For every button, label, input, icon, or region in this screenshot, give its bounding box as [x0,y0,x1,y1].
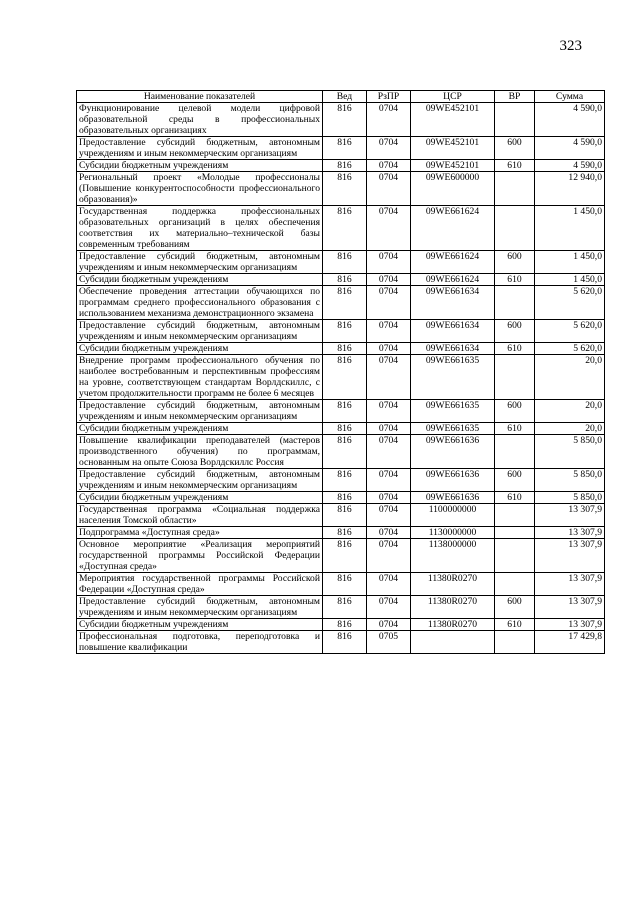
cell-name: Внедрение программ профессионального обучения по наиболее востребованным и перспективным профессиям на уровне, соответствующем стандартам Ворлдскиллс, с учетом продолжительности программ не более 6 месяцев [77,355,323,400]
cell-csr: 09WE661624 [411,206,495,251]
cell-vr [495,172,535,206]
cell-rzpr: 0704 [367,160,411,172]
header-row [77,91,605,103]
table-row [77,596,605,619]
table-row [77,539,605,573]
cell-sum: 17 429,8 [535,631,605,654]
cell-csr [411,631,495,654]
cell-ved: 816 [323,137,367,160]
cell-rzpr: 0704 [367,320,411,343]
cell-csr: 11380R0270 [411,619,495,631]
cell-rzpr: 0704 [367,539,411,573]
cell-ved: 816 [323,469,367,492]
cell-ved: 816 [323,527,367,539]
cell-vr: 610 [495,274,535,286]
cell-vr [495,355,535,400]
table-row [77,103,605,137]
table-row [77,492,605,504]
table-row [77,573,605,596]
cell-ved: 816 [323,492,367,504]
cell-name: Предоставление субсидий бюджетным, автономным учреждениям и иным некоммерческим организациям [77,469,323,492]
cell-name: Субсидии бюджетным учреждениям [77,160,323,172]
cell-vr: 600 [495,469,535,492]
cell-vr [495,631,535,654]
cell-name: Государственная поддержка профессиональных образовательных организаций в целях обеспечения соответствия их материально–технической базы современным требованиям [77,206,323,251]
cell-name: Предоставление субсидий бюджетным, автономным учреждениям и иным некоммерческим организациям [77,251,323,274]
cell-sum: 5 850,0 [535,469,605,492]
cell-ved: 816 [323,631,367,654]
cell-vr: 610 [495,343,535,355]
cell-rzpr: 0704 [367,527,411,539]
cell-rzpr: 0704 [367,492,411,504]
cell-ved: 816 [323,435,367,469]
cell-vr [495,435,535,469]
table-row [77,172,605,206]
cell-rzpr: 0704 [367,206,411,251]
cell-vr: 600 [495,137,535,160]
cell-sum: 13 307,9 [535,527,605,539]
table-row [77,619,605,631]
cell-rzpr: 0704 [367,251,411,274]
cell-ved: 816 [323,504,367,527]
cell-ved: 816 [323,355,367,400]
cell-csr: 09WE452101 [411,137,495,160]
cell-sum: 13 307,9 [535,504,605,527]
cell-name: Обеспечение проведения аттестации обучающихся по программам среднего профессионального образования с использованием механизма демонстрационного экзамена [77,286,323,320]
cell-sum: 12 940,0 [535,172,605,206]
cell-sum: 1 450,0 [535,274,605,286]
cell-name: Субсидии бюджетным учреждениям [77,343,323,355]
cell-sum: 4 590,0 [535,103,605,137]
table-row [77,251,605,274]
cell-vr [495,286,535,320]
cell-vr: 610 [495,619,535,631]
header-name: Наименование показателей [77,91,323,103]
cell-name: Предоставление субсидий бюджетным, автономным учреждениям и иным некоммерческим организациям [77,137,323,160]
cell-ved: 816 [323,400,367,423]
cell-name: Субсидии бюджетным учреждениям [77,619,323,631]
cell-rzpr: 0704 [367,596,411,619]
cell-csr: 09WE661624 [411,274,495,286]
table-row [77,355,605,400]
cell-ved: 816 [323,172,367,206]
cell-sum: 4 590,0 [535,160,605,172]
table-row [77,286,605,320]
cell-csr: 09WE661634 [411,320,495,343]
header-vr: ВР [495,91,535,103]
cell-csr: 1100000000 [411,504,495,527]
cell-vr: 600 [495,251,535,274]
cell-sum: 5 620,0 [535,343,605,355]
cell-csr: 09WE452101 [411,160,495,172]
table-row [77,343,605,355]
cell-name: Основное мероприятие «Реализация мероприятий государственной программы Российской Федерации «Доступная среда» [77,539,323,573]
cell-csr: 11380R0270 [411,573,495,596]
cell-name: Подпрограмма «Доступная среда» [77,527,323,539]
table-row [77,274,605,286]
cell-vr: 610 [495,423,535,435]
cell-vr: 600 [495,320,535,343]
cell-csr: 09WE661636 [411,469,495,492]
cell-csr: 09WE661634 [411,286,495,320]
cell-vr [495,527,535,539]
cell-sum: 13 307,9 [535,539,605,573]
cell-csr: 09WE661624 [411,251,495,274]
cell-rzpr: 0704 [367,103,411,137]
table-row [77,160,605,172]
cell-sum: 1 450,0 [535,206,605,251]
cell-vr [495,206,535,251]
cell-name: Субсидии бюджетным учреждениям [77,492,323,504]
cell-sum: 4 590,0 [535,137,605,160]
cell-rzpr: 0704 [367,435,411,469]
cell-csr: 09WE661635 [411,423,495,435]
cell-name: Функционирование целевой модели цифровой образовательной среды в профессиональных образовательных организациях [77,103,323,137]
budget-table [76,90,605,654]
cell-vr [495,504,535,527]
cell-sum: 20,0 [535,423,605,435]
cell-ved: 816 [323,160,367,172]
cell-ved: 816 [323,573,367,596]
table-row [77,504,605,527]
cell-ved: 816 [323,103,367,137]
cell-sum: 20,0 [535,400,605,423]
cell-rzpr: 0704 [367,504,411,527]
table-row [77,400,605,423]
page-number: 323 [559,38,582,54]
cell-rzpr: 0704 [367,286,411,320]
cell-name: Повышение квалификации преподавателей (мастеров производственного обучения) по программам, основанным на опыте Союза Ворлдскиллс Россия [77,435,323,469]
cell-name: Мероприятия государственной программы Российской Федерации «Доступная среда» [77,573,323,596]
header-rzpr: РзПР [367,91,411,103]
cell-csr: 11380R0270 [411,596,495,619]
cell-csr: 1138000000 [411,539,495,573]
cell-ved: 816 [323,596,367,619]
cell-rzpr: 0704 [367,400,411,423]
cell-name: Предоставление субсидий бюджетным, автономным учреждениям и иным некоммерческим организациям [77,596,323,619]
cell-vr: 600 [495,400,535,423]
header-ved: Вед [323,91,367,103]
cell-rzpr: 0704 [367,172,411,206]
cell-ved: 816 [323,274,367,286]
cell-name: Региональный проект «Молодые профессионалы (Повышение конкурентоспособности профессионального образования)» [77,172,323,206]
table-row [77,320,605,343]
cell-vr: 610 [495,492,535,504]
table-header [77,91,605,103]
cell-vr [495,103,535,137]
cell-rzpr: 0704 [367,619,411,631]
table-row [77,423,605,435]
header-csr: ЦСР [411,91,495,103]
cell-sum: 20,0 [535,355,605,400]
cell-vr: 610 [495,160,535,172]
cell-sum: 1 450,0 [535,251,605,274]
cell-csr: 1130000000 [411,527,495,539]
cell-ved: 816 [323,423,367,435]
cell-vr [495,539,535,573]
table-row [77,527,605,539]
table-body [77,103,605,654]
cell-name: Предоставление субсидий бюджетным, автономным учреждениям и иным некоммерческим организациям [77,400,323,423]
header-sum: Сумма [535,91,605,103]
cell-ved: 816 [323,343,367,355]
cell-rzpr: 0704 [367,343,411,355]
cell-name: Профессиональная подготовка, переподготовка и повышение квалификации [77,631,323,654]
table-row [77,469,605,492]
cell-csr: 09WE661636 [411,492,495,504]
cell-csr: 09WE600000 [411,172,495,206]
cell-ved: 816 [323,320,367,343]
cell-csr: 09WE661635 [411,400,495,423]
cell-ved: 816 [323,251,367,274]
cell-sum: 13 307,9 [535,596,605,619]
table-row [77,206,605,251]
cell-rzpr: 0704 [367,355,411,400]
table-row [77,435,605,469]
cell-rzpr: 0704 [367,274,411,286]
cell-rzpr: 0705 [367,631,411,654]
cell-csr: 09WE661636 [411,435,495,469]
cell-csr: 09WE661635 [411,355,495,400]
cell-sum: 13 307,9 [535,619,605,631]
cell-vr [495,573,535,596]
cell-rzpr: 0704 [367,137,411,160]
cell-rzpr: 0704 [367,469,411,492]
cell-name: Субсидии бюджетным учреждениям [77,274,323,286]
cell-sum: 5 620,0 [535,320,605,343]
cell-sum: 5 850,0 [535,492,605,504]
table-row [77,631,605,654]
cell-sum: 5 850,0 [535,435,605,469]
cell-name: Субсидии бюджетным учреждениям [77,423,323,435]
cell-ved: 816 [323,619,367,631]
cell-sum: 5 620,0 [535,286,605,320]
cell-vr: 600 [495,596,535,619]
cell-csr: 09WE661634 [411,343,495,355]
cell-ved: 816 [323,286,367,320]
cell-ved: 816 [323,539,367,573]
cell-name: Государственная программа «Социальная поддержка населения Томской области» [77,504,323,527]
table-row [77,137,605,160]
cell-rzpr: 0704 [367,573,411,596]
cell-sum: 13 307,9 [535,573,605,596]
cell-csr: 09WE452101 [411,103,495,137]
cell-name: Предоставление субсидий бюджетным, автономным учреждениям и иным некоммерческим организациям [77,320,323,343]
cell-rzpr: 0704 [367,423,411,435]
cell-ved: 816 [323,206,367,251]
